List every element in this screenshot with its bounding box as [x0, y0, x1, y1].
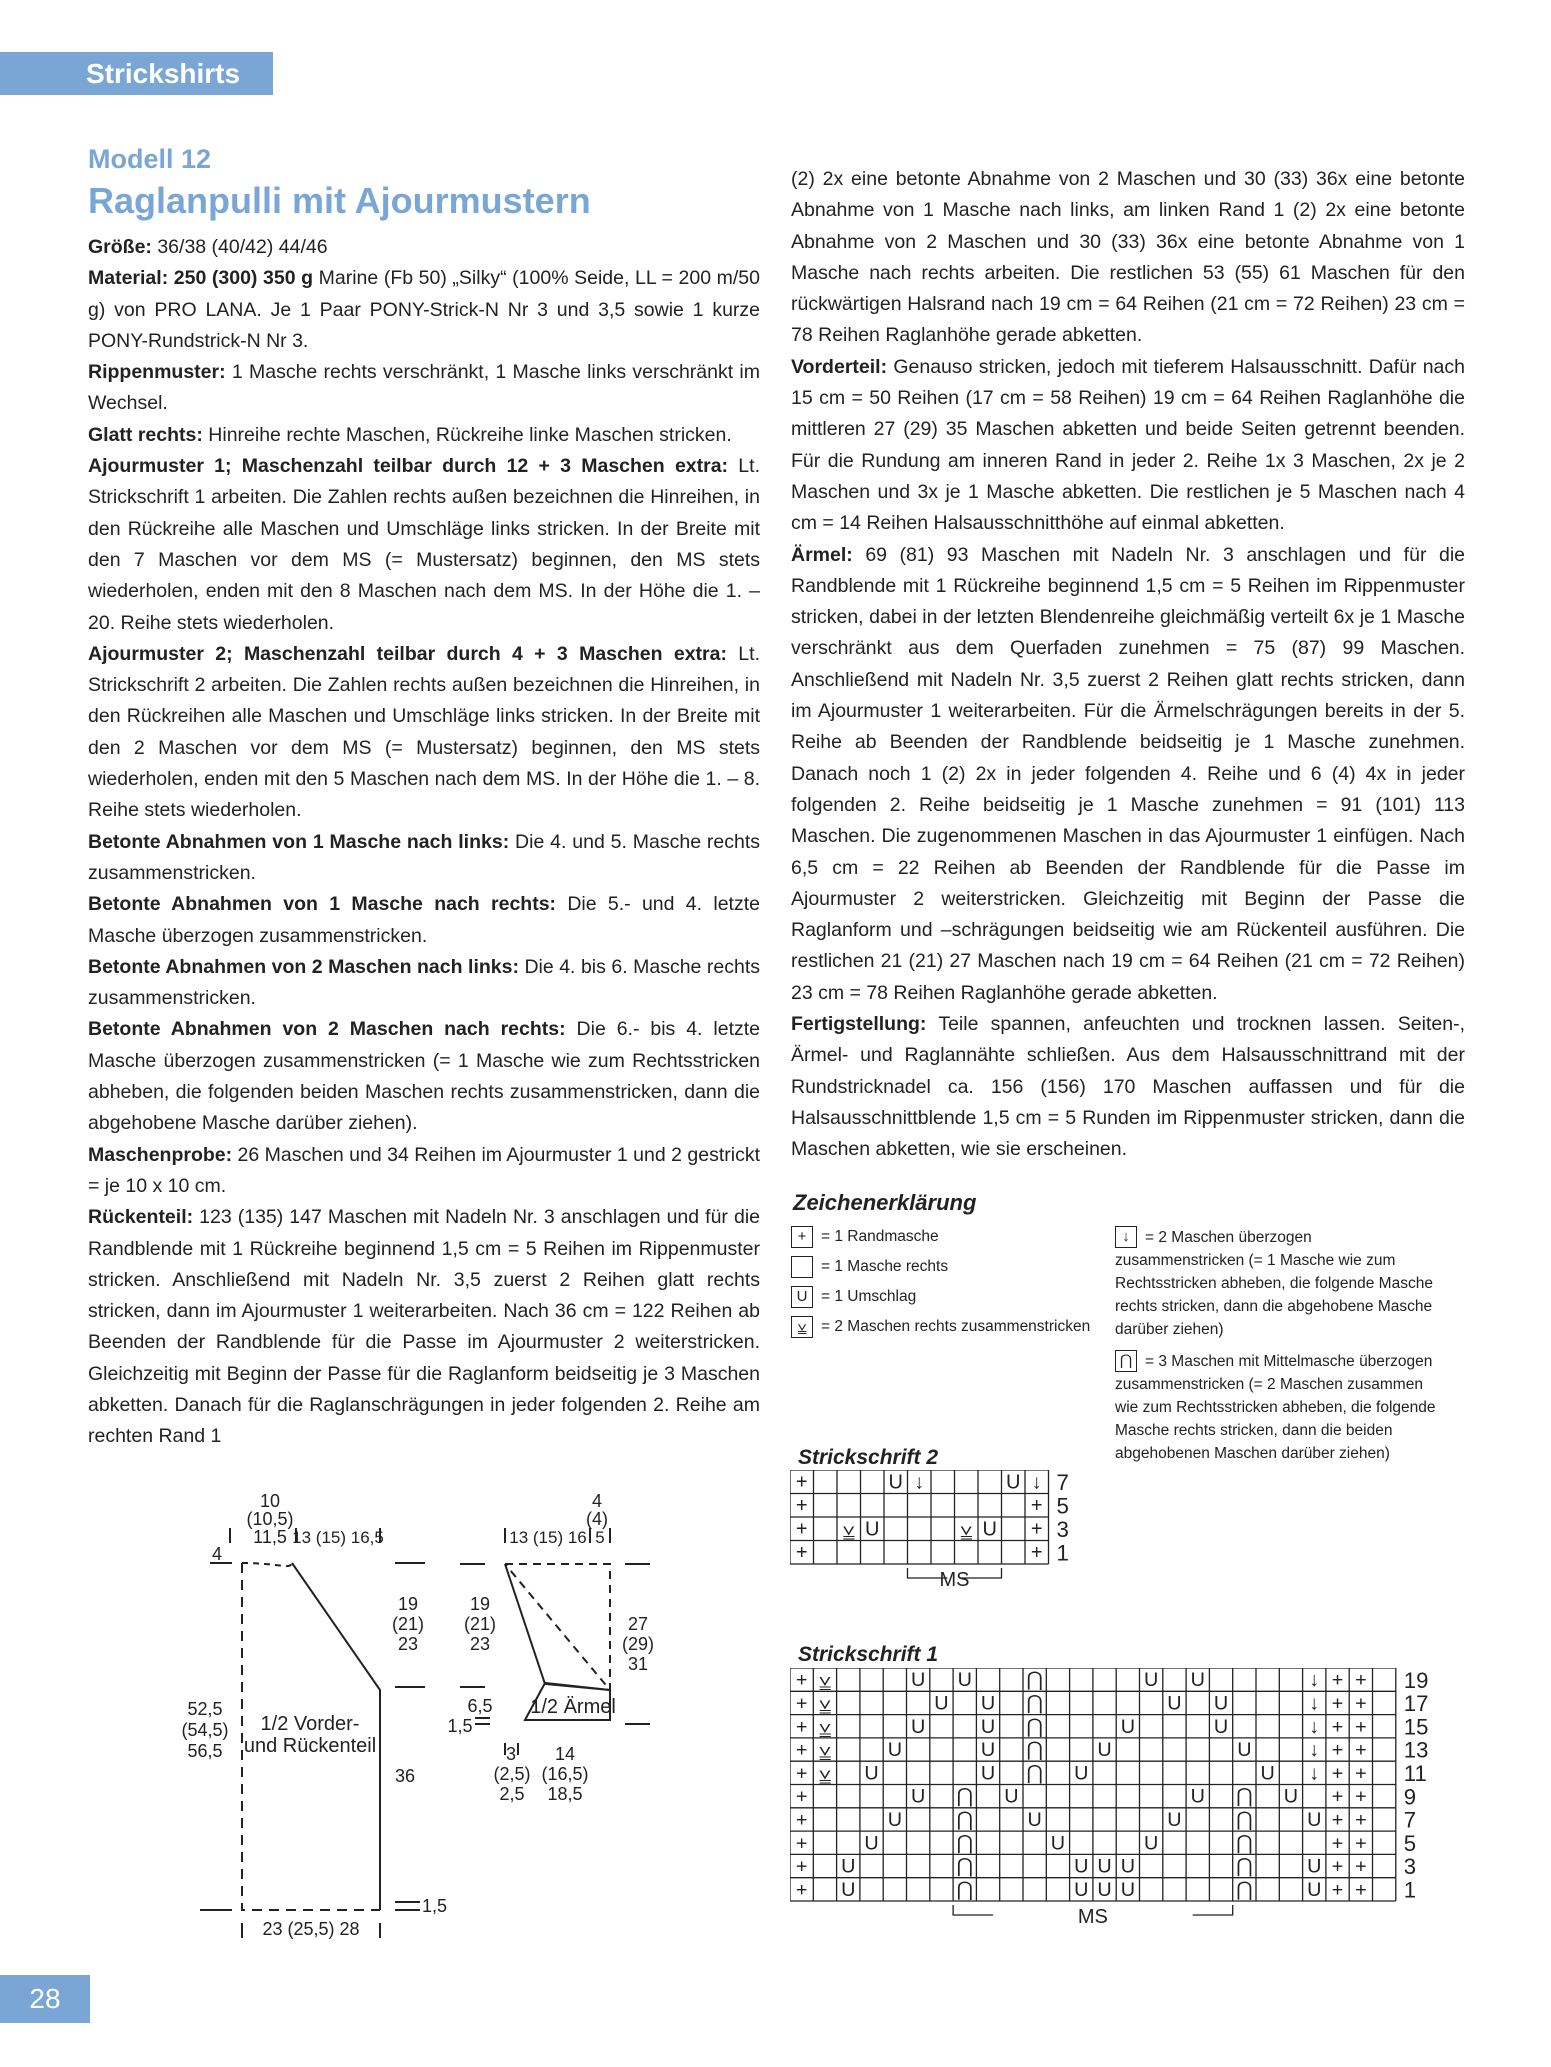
chart-symbol: + [1355, 1739, 1367, 1762]
chart-symbol: + [795, 1692, 808, 1715]
chart-symbol: U [1167, 1808, 1182, 1831]
chart-symbol: + [1355, 1878, 1367, 1901]
chart-symbol: + [795, 1541, 808, 1564]
col1-paragraph [88, 639, 760, 827]
pattern-repeat-label: MS [1077, 1906, 1108, 1928]
col2-paragraph [791, 540, 1465, 1009]
dim-b-r21: (21) [391, 1614, 425, 1634]
chart-symbol: + [1331, 1739, 1344, 1762]
row-number: 1 [1056, 1540, 1069, 1566]
instructions-column-2 [791, 164, 1465, 1166]
body-label-2: und Rückenteil [243, 1735, 377, 1757]
col1-paragraph [88, 827, 760, 890]
chart-symbol: ⋂ [956, 1855, 973, 1878]
chart-symbol: ↓ [1031, 1471, 1042, 1494]
chart-symbol: ↓ [1309, 1692, 1320, 1715]
yarnover-icon: U [791, 1286, 813, 1308]
chart-symbol: ⋂ [1026, 1762, 1043, 1785]
row-number: 11 [1403, 1761, 1427, 1787]
col1-paragraph [88, 357, 760, 420]
chart-symbol: U [1307, 1878, 1322, 1901]
dim-s-31: 31 [627, 1654, 649, 1674]
dim-s-165: (16,5) [541, 1764, 589, 1784]
chart2-grid [790, 1470, 1090, 1610]
dim-s-19: 19 [469, 1594, 491, 1614]
chart-symbol: ⋂ [1026, 1739, 1043, 1762]
chart-symbol: U [1006, 1471, 1021, 1494]
chart-symbol: + [1030, 1541, 1043, 1564]
chart-symbol: U [1050, 1832, 1066, 1855]
col2-paragraph [791, 352, 1465, 540]
paragraph-text: (2) 2x eine betonte Abnahme von 2 Maschen und 30 (33) 36x eine betonte Abnahme von 1 Masche nach links, am linken Rand 1 (2) 2x eine betonte Abnahme von 2 Maschen und 30 (33) 36x eine betonte Abnahme von 1 Masche nach rechts arbeiten. Die restlichen 53 (55) 61 Maschen für den rückwärtigen Halsrand nach 19 cm = 64 Reihen (21 cm = 72 Reihen) 23 cm = 78 Reihen Raglanhöhe gerade abketten. [791, 168, 1465, 347]
chart-symbol: + [795, 1832, 808, 1855]
col2-paragraph [791, 1009, 1465, 1165]
chart-symbol: ⋂ [1236, 1785, 1253, 1808]
chart-symbol: + [1355, 1692, 1367, 1715]
row-number: 5 [1056, 1493, 1069, 1519]
dim-b-left4: 4 [212, 1544, 223, 1564]
model-label: Modell 12 [88, 144, 212, 174]
chart-symbol: + [1355, 1669, 1367, 1692]
chart-symbol: ↓ [1309, 1739, 1320, 1762]
paragraph-heading: Betonte Abnahmen von 1 Masche nach rechts: [88, 893, 557, 916]
chart-symbol: U [934, 1692, 949, 1715]
chart-symbol: ⩣ [960, 1518, 973, 1541]
chart-symbol: U [1213, 1715, 1229, 1738]
chart-symbol: U [1120, 1855, 1135, 1878]
row-number: 13 [1403, 1737, 1429, 1763]
paragraph-text: Die 6.- bis 4. letzte Masche überzogen zusammenstricken (= 1 Masche wie zum Rechtsstricken abheben, die folgenden beiden Maschen rechts zusammenstricken, dann die abgehobene Masche darüber ziehen). [88, 1018, 760, 1135]
chart-symbol: ⋂ [1026, 1692, 1043, 1715]
paragraph-text: 69 (81) 93 Maschen mit Nadeln Nr. 3 anschlagen und für die Randblende mit 1 Rückreihe beginnend 1,5 cm = 5 Reihen im Rippenmuster stricken, dabei in der letzten Blendenreihe gleichmäßig verteilt 6x je 1 Masche verschränkt aus dem Querfaden zunehmen = 75 (87) 99 Maschen. Anschließend mit Nadeln Nr. 3,5 zuerst 2 Reihen glatt rechts stricken, dann im Ajourmuster 1 weiterarbeiten. Für die Ärmelschrägungen bereits in der 5. Reihe ab Beenden der Randblende beidseitig je 1 Masche zunehmen. Danach noch 1 (2) 2x in jeder folgenden 4. Reihe und 6 (4) 4x in jeder folgenden 2. Reihe beidseitig je 1 Masche zunehmen = 91 (101) 113 Maschen. Die zugenommenen Maschen in das Ajourmuster 1 einfügen. Nach 6,5 cm = 22 Reihen ab Beenden der Randblende für die Passe im Ajourmuster 2 weiterstricken. Gleichzeitig mit Beginn der Passe die Raglanform und –schrägungen beidseitig wie am Rückenteil ausführen. Die restlichen 21 (21) 27 Maschen nach 19 cm = 64 Reihen (21 cm = 72 Reihen) 23 cm = 78 Reihen Raglanhöhe gerade abketten. [791, 543, 1465, 1004]
chart-symbol: U [1190, 1785, 1205, 1808]
chart-symbol: U [841, 1855, 856, 1878]
chart-symbol: + [1331, 1692, 1344, 1715]
dim-b-l54: (54,5) [181, 1720, 229, 1740]
col1-paragraph [88, 451, 760, 639]
chart-symbol: + [1331, 1669, 1344, 1692]
chart-symbol: U [911, 1669, 926, 1692]
empty-box-icon [791, 1256, 813, 1278]
dim-s-top3: 13 (15) 16 [509, 1528, 587, 1547]
chart-symbol: + [1331, 1762, 1344, 1785]
paragraph-heading: Material: 250 (300) 350 g [88, 267, 314, 290]
dim-s-21: (21) [463, 1614, 497, 1634]
chart-symbol: U [1004, 1785, 1019, 1808]
chart-symbol: U [1260, 1762, 1275, 1785]
chart-symbol: U [865, 1518, 880, 1541]
chart-symbol: + [795, 1808, 808, 1831]
chart-symbol: ⋂ [956, 1832, 973, 1855]
chart-symbol: + [1331, 1785, 1344, 1808]
legend-item-s2kp: ⋂ = 3 Maschen mit Mittelmasche überzogen zusammenstricken (= 2 Maschen zusammen wie zum Rechtsstricken abheben, die folgende Masche rechts stricken, dann die beiden abgehobenen Maschen darüber ziehen) [1115, 1352, 1436, 1462]
legend-item-yarnover: U = 1 Umschlag [791, 1286, 916, 1308]
chart-symbol: ⋂ [1236, 1808, 1253, 1831]
pattern-repeat-label: MS [939, 1569, 970, 1591]
legend-item-knit: = 1 Masche rechts [791, 1256, 948, 1278]
chart-symbol: + [1030, 1494, 1043, 1517]
paragraph-text: Hinreihe rechte Maschen, Rückreihe linke Maschen stricken. [202, 423, 732, 446]
chart1-title: Strickschrift 1 [798, 1643, 939, 1666]
dim-s-29: (29) [621, 1634, 655, 1654]
row-number: 3 [1403, 1854, 1417, 1880]
chart-symbol: + [1355, 1855, 1367, 1878]
dim-s-23: 23 [469, 1634, 491, 1654]
page-title: Raglanpulli mit Ajourmustern [88, 180, 591, 221]
dim-b-36: 36 [394, 1766, 416, 1786]
chart-symbol: U [1144, 1832, 1159, 1855]
chart-symbol: + [1355, 1808, 1367, 1831]
col1-paragraph [88, 232, 760, 263]
chart-symbol: U [1213, 1692, 1229, 1715]
section-header: Strickshirts [0, 52, 273, 95]
paragraph-text: 36/38 (40/42) 44/46 [151, 236, 328, 258]
chart-symbol: U [1167, 1692, 1182, 1715]
chart-symbol: U [1120, 1715, 1135, 1738]
dim-s-top1: 4 [591, 1491, 603, 1511]
chart-symbol: + [795, 1878, 808, 1901]
chart-symbol: U [887, 1739, 902, 1762]
row-number: 15 [1403, 1714, 1429, 1740]
chart-symbol: U [1027, 1808, 1042, 1831]
paragraph-heading: Glatt rechts: [88, 423, 203, 446]
s2kp-icon: ⋂ [1115, 1350, 1137, 1372]
row-number: 7 [1403, 1807, 1417, 1833]
row-number: 7 [1056, 1470, 1069, 1495]
plus-icon: + [791, 1226, 813, 1248]
chart-symbol: ↓ [914, 1471, 925, 1494]
chart-symbol: + [795, 1494, 808, 1517]
dim-s-185: 18,5 [547, 1784, 583, 1804]
row-number: 5 [1403, 1830, 1417, 1856]
legend-item-k2tog: ⩣ = 2 Maschen rechts zusammenstricken [791, 1316, 1090, 1338]
paragraph-text: Genauso stricken, jedoch mit tieferem Halsausschnitt. Dafür nach 15 cm = 50 Reihen (17 cm = 58 Reihen) 19 cm = 64 Reihen Raglanhöhe die mittleren 27 (29) 35 Maschen abketten und beide Seiten getrennt beenden. Für die Rundung am inneren Rand in jeder 2. Reihe 1x 3 Maschen, 2x je 2 Maschen und 3x je 1 Masche abketten. Die restlichen je 5 Maschen nach 4 cm = 14 Reihen Halsausschnitthöhe auf einmal abketten. [791, 355, 1465, 535]
chart-symbol: ⋂ [1026, 1669, 1043, 1692]
chart-symbol: + [795, 1471, 808, 1494]
chart-symbol: U [980, 1739, 996, 1762]
chart2-title: Strickschrift 2 [798, 1446, 939, 1469]
paragraph-heading: Rückenteil: [88, 1206, 194, 1229]
dim-s-3: 3 [505, 1744, 517, 1764]
dim-s-27: 27 [627, 1614, 649, 1634]
col1-paragraph [88, 1014, 760, 1139]
paragraph-text: Die 5.- und 4. letzte Masche überzogen zusammenstricken. [88, 893, 760, 947]
dim-s-25a: (2,5) [493, 1764, 531, 1784]
skp-icon: ↓ [1115, 1226, 1137, 1248]
chart-symbol: U [980, 1715, 996, 1738]
col1-paragraph [88, 263, 760, 357]
chart-symbol: U [864, 1832, 879, 1855]
dim-b-top1: 10 [259, 1491, 281, 1511]
chart-symbol: ⩣ [818, 1739, 831, 1762]
col1-paragraph [88, 1202, 760, 1452]
chart-symbol: U [980, 1762, 996, 1785]
paragraph-heading: Ajourmuster 2; Maschenzahl teilbar durch 4 + 3 Maschen extra: [88, 642, 727, 665]
paragraph-text: Marine (Fb 50) „Silky“ (100% Seide, LL = 200 m/50 g) von PRO LANA. Je 1 Paar PONY-Strick-N Nr 3 und 3,5 sowie 1 kurze PONY-Rundstrick-N Nr 3. [88, 267, 760, 352]
dim-s-15: 1,5 [447, 1716, 473, 1736]
paragraph-text: 1 Masche rechts verschränkt, 1 Masche links verschränkt im Wechsel. [88, 361, 760, 415]
paragraph-text: Teile spannen, anfeuchten und trocknen lassen. Seiten-, Ärmel- und Raglannähte schließen. Aus dem Halsausschnittrand mit der Rundstricknadel ca. 156 (156) 170 Maschen auffassen und für die Halsausschnittblende 1,5 cm = 5 Runden im Rippenmuster stricken, dann die Maschen abketten, wie sie erscheinen. [791, 1013, 1465, 1161]
paragraph-heading: Fertigstellung: [791, 1013, 927, 1036]
garment-schematic [170, 1480, 690, 1940]
chart-symbol: U [1307, 1808, 1322, 1831]
chart-symbol: ⩣ [818, 1669, 831, 1692]
dim-s-top2: (4) [586, 1509, 608, 1529]
paragraph-heading: Rippenmuster: [88, 361, 226, 384]
chart-symbol: + [1331, 1808, 1344, 1831]
legend-item-edge: + = 1 Randmasche [791, 1226, 939, 1248]
chart-symbol: ⋂ [1236, 1855, 1253, 1878]
row-number: 17 [1403, 1691, 1429, 1717]
chart-symbol: ⋂ [1236, 1832, 1253, 1855]
chart-symbol: U [982, 1518, 997, 1541]
chart-symbol: + [795, 1669, 808, 1692]
sleeve-label: 1/2 Ärmel [530, 1696, 616, 1718]
row-number: 3 [1056, 1516, 1069, 1542]
dim-b-top4: 13 (15) 16,5 [292, 1528, 384, 1547]
chart-symbol: U [1074, 1762, 1089, 1785]
chart-symbol: U [887, 1808, 902, 1831]
chart-symbol: U [841, 1878, 856, 1901]
paragraph-text: 26 Maschen und 34 Reihen im Ajourmuster 1 und 2 gestrickt = je 10 x 10 cm. [88, 1143, 760, 1197]
chart-symbol: + [1355, 1762, 1367, 1785]
chart-symbol: ⋂ [956, 1878, 973, 1901]
chart-symbol: U [911, 1715, 926, 1738]
dim-s-25b: 2,5 [499, 1784, 525, 1804]
chart-symbol: U [864, 1762, 879, 1785]
chart-symbol: ↓ [1309, 1715, 1320, 1738]
legend-item-skp: ↓ = 2 Maschen überzogen zusammenstricken (= 1 Masche wie zum Rechtsstricken abheben, die folgende Masche rechts stricken, dann die abgehobene Masche darüber ziehen) [1115, 1228, 1433, 1338]
legend-title: Zeichenerklärung [793, 1190, 977, 1215]
paragraph-text: Die 4. und 5. Masche rechts zusammenstricken. [88, 830, 760, 884]
dim-b-r23: 23 [397, 1634, 419, 1654]
chart-symbol: U [1074, 1855, 1089, 1878]
paragraph-heading: Betonte Abnahmen von 2 Maschen nach rechts: [88, 1018, 566, 1041]
chart-symbol: + [1355, 1832, 1367, 1855]
row-number: 1 [1403, 1877, 1417, 1903]
row-number: 19 [1403, 1668, 1429, 1693]
chart-symbol: U [1097, 1878, 1112, 1901]
chart-symbol: ⋂ [956, 1785, 973, 1808]
paragraph-heading: Ajourmuster 1; Maschenzahl teilbar durch 12 + 3 Maschen extra: [88, 455, 729, 478]
paragraph-text: Lt. Strickschrift 2 arbeiten. Die Zahlen rechts außen bezeichnen die Hinreihen, in den Rückreihen alle Maschen und Umschläge links stricken. In der Breite mit den 2 Maschen vor dem MS (= Mustersatz) beginnen, den MS stets wiederholen, enden mit den 5 Maschen nach dem MS. In der Höhe die 1. – 8. Reihe stets wiederholen. [88, 642, 760, 822]
paragraph-heading: Maschenprobe: [88, 1143, 233, 1166]
chart-symbol: + [795, 1762, 808, 1785]
dim-b-bottom: 23 (25,5) 28 [262, 1919, 360, 1939]
chart-symbol: ⋂ [956, 1808, 973, 1831]
instructions-column-1 [88, 232, 760, 1453]
chart-symbol: ⋂ [1026, 1715, 1043, 1738]
chart-symbol: U [888, 1471, 903, 1494]
col2-paragraph [791, 164, 1465, 352]
chart-symbol: U [1097, 1855, 1112, 1878]
dim-s-14: 14 [554, 1744, 576, 1764]
chart-symbol: + [795, 1739, 808, 1762]
dim-s-65: 6,5 [467, 1696, 493, 1716]
col1-paragraph [88, 952, 760, 1015]
chart-symbol: ⋂ [1236, 1878, 1253, 1901]
chart-symbol: + [1331, 1855, 1344, 1878]
chart-symbol: ⩣ [818, 1762, 831, 1785]
dim-b-l56: 56,5 [187, 1741, 223, 1761]
chart-symbol: + [795, 1715, 808, 1738]
chart-symbol: U [1097, 1739, 1112, 1762]
chart-symbol: + [1355, 1715, 1367, 1738]
chart-symbol: ⩣ [818, 1715, 831, 1738]
dim-b-top3: 11,5 [253, 1527, 287, 1547]
col1-paragraph [88, 1140, 760, 1203]
chart-symbol: U [1307, 1855, 1322, 1878]
paragraph-heading: Betonte Abnahmen von 2 Maschen nach links: [88, 955, 519, 978]
paragraph-heading: Betonte Abnahmen von 1 Masche nach links: [88, 830, 510, 853]
dim-s-top4: 5 [595, 1528, 605, 1547]
chart-symbol: ⩣ [842, 1518, 855, 1541]
paragraph-heading: Ärmel: [791, 543, 853, 566]
chart-symbol: U [1144, 1669, 1159, 1692]
dim-b-l52: 52,5 [187, 1699, 223, 1719]
chart-symbol: U [1190, 1669, 1205, 1692]
chart-symbol: U [1074, 1878, 1089, 1901]
chart-symbol: + [1030, 1518, 1043, 1541]
col1-paragraph [88, 420, 760, 451]
chart-symbol: U [911, 1785, 926, 1808]
chart-symbol: + [1331, 1832, 1344, 1855]
dim-b-top2: (10,5) [246, 1509, 294, 1529]
chart-symbol: + [1355, 1785, 1367, 1808]
chart-symbol: ⩣ [818, 1692, 831, 1715]
paragraph-heading: Vorderteil: [791, 355, 888, 378]
paragraph-heading: Größe: [88, 236, 152, 258]
dim-b-r19: 19 [397, 1594, 419, 1614]
page-number: 28 [0, 1975, 90, 2023]
col1-paragraph [88, 889, 760, 952]
chart-symbol: ↓ [1309, 1669, 1320, 1692]
row-number: 9 [1403, 1784, 1417, 1810]
paragraph-text: Lt. Strickschrift 1 arbeiten. Die Zahlen rechts außen bezeichnen die Hinreihen, in den Rückreihe alle Maschen und Umschläge links stricken. In der Breite mit den 7 Maschen vor dem MS (= Mustersatz) beginnen, den MS stets wiederholen, enden mit den 8 Maschen nach dem MS. In der Höhe die 1. – 20. Reihe stets wiederholen. [88, 455, 760, 634]
body-label-1: 1/2 Vorder- [260, 1713, 360, 1735]
chart-symbol: + [795, 1855, 808, 1878]
chart-symbol: U [980, 1692, 996, 1715]
chart-symbol: U [1120, 1878, 1135, 1901]
k2tog-icon: ⩣ [791, 1316, 813, 1338]
chart-symbol: U [1237, 1739, 1252, 1762]
chart-symbol: U [957, 1669, 972, 1692]
paragraph-text: Die 4. bis 6. Masche rechts zusammenstricken. [88, 955, 760, 1010]
chart-symbol: U [1283, 1785, 1299, 1808]
chart-symbol: + [795, 1518, 808, 1541]
chart-symbol: + [1331, 1715, 1344, 1738]
chart-symbol: + [1331, 1878, 1344, 1901]
dim-b-15: 1,5 [422, 1896, 448, 1916]
chart-symbol: ↓ [1309, 1762, 1320, 1785]
chart-symbol: + [795, 1785, 808, 1808]
chart1-grid [790, 1668, 1480, 1938]
paragraph-text: 123 (135) 147 Maschen mit Nadeln Nr. 3 anschlagen und für die Randblende mit 1 Rückreihe beginnend 1,5 cm = 5 Reihen im Rippenmuster stricken. Anschließend mit Nadeln Nr. 3,5 zuerst 2 Reihen glatt rechts stricken, dann im Ajourmuster 1 weiterarbeiten. Nach 36 cm = 122 Reihen ab Beenden der Randblende für die Passe im Ajourmuster 2 weiterstricken. Gleichzeitig mit Beginn der Passe für die Raglanform beidseitig je 3 Maschen abketten. Danach für die Raglanschrägungen in jeder folgenden 2. Reihe am rechten Rand 1 [88, 1206, 760, 1448]
